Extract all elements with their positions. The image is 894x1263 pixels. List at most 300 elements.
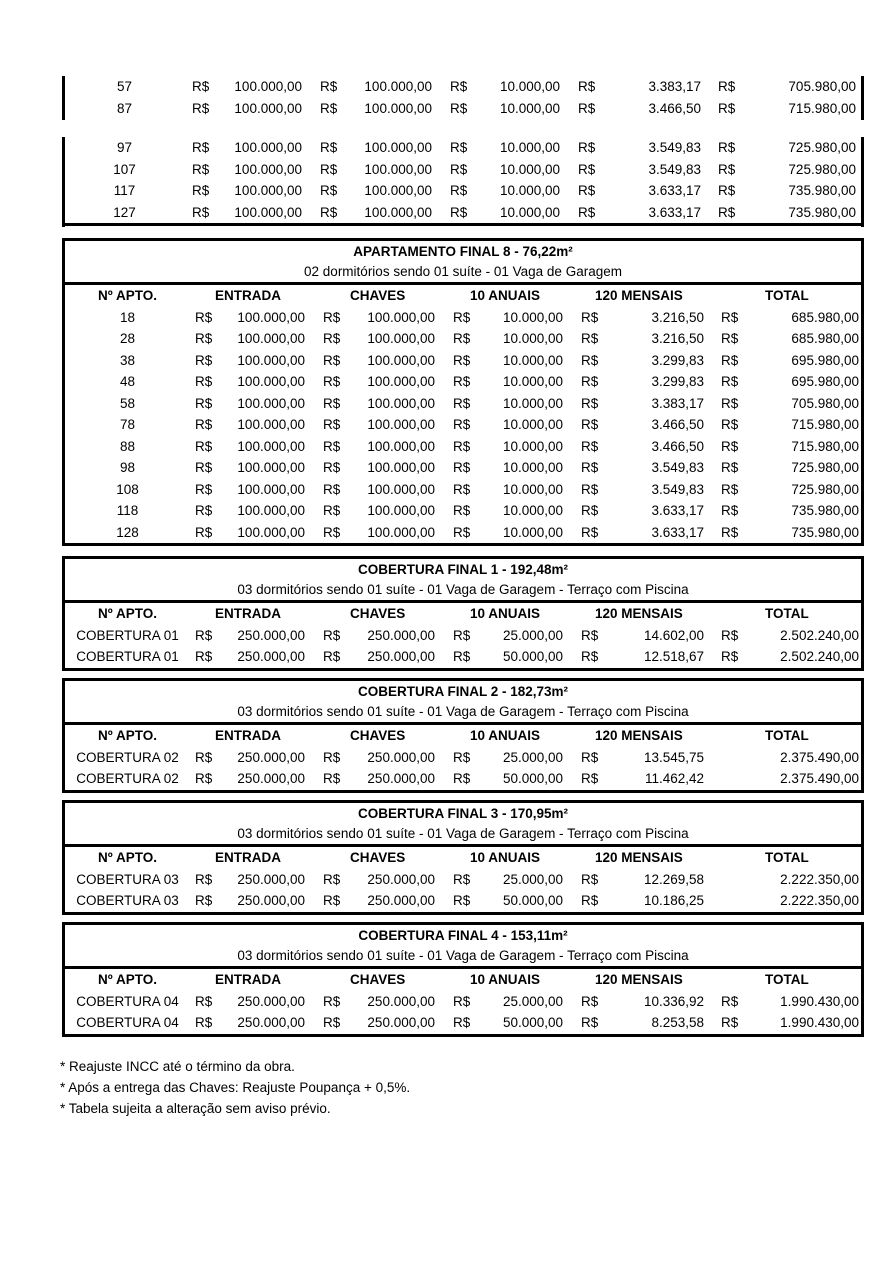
chaves-value: 100.000,00 bbox=[367, 309, 435, 325]
currency-label: R$ bbox=[195, 460, 213, 475]
table-row bbox=[62, 76, 864, 98]
mensais-value: 3.466,50 bbox=[651, 438, 704, 454]
table-row bbox=[65, 457, 861, 479]
currency-label: R$ bbox=[453, 771, 471, 786]
entrada-value: 100.000,00 bbox=[237, 438, 305, 454]
currency-label: R$ bbox=[453, 627, 471, 643]
currency-label: R$ bbox=[323, 309, 341, 325]
table-row bbox=[65, 414, 861, 436]
currency-label: R$ bbox=[721, 438, 739, 454]
chaves-value: 250.000,00 bbox=[367, 649, 435, 664]
chaves-value: 100.000,00 bbox=[367, 503, 435, 518]
currency-label: R$ bbox=[581, 460, 599, 475]
table-row bbox=[62, 180, 864, 202]
table-row bbox=[65, 747, 861, 769]
total-value: 735.980,00 bbox=[791, 503, 859, 518]
col-header-total: TOTAL bbox=[765, 850, 809, 865]
currency-label: R$ bbox=[323, 749, 341, 765]
mensais-value: 3.466,50 bbox=[648, 100, 701, 116]
section-header bbox=[65, 803, 861, 847]
currency-label: R$ bbox=[192, 100, 210, 116]
chaves-value: 100.000,00 bbox=[367, 460, 435, 475]
col-header-chaves: CHAVES bbox=[350, 288, 406, 303]
col-header-entrada: ENTRADA bbox=[215, 288, 281, 303]
footnote: * Reajuste INCC até o término da obra. bbox=[60, 1059, 295, 1074]
currency-label: R$ bbox=[721, 352, 739, 368]
table-cobertura-final-1 bbox=[62, 556, 864, 671]
section-subtitle: 03 dormitórios sendo 01 suíte - 01 Vaga de Garagem - Terraço com Piscina bbox=[237, 826, 689, 841]
apto-cell: COBERTURA 02 bbox=[76, 771, 179, 786]
currency-label: R$ bbox=[450, 204, 468, 220]
anuais-value: 10.000,00 bbox=[502, 481, 563, 497]
currency-label: R$ bbox=[578, 161, 596, 177]
table-row bbox=[65, 328, 861, 350]
total-value: 695.980,00 bbox=[791, 374, 859, 389]
col-header-anuais: 10 ANUAIS bbox=[470, 728, 541, 743]
section-title: COBERTURA FINAL 1 - 192,48m² bbox=[357, 562, 569, 577]
total-value: 715.980,00 bbox=[788, 100, 856, 116]
entrada-value: 100.000,00 bbox=[237, 503, 305, 518]
apto-cell: 98 bbox=[119, 460, 136, 475]
total-value: 715.980,00 bbox=[791, 417, 859, 432]
chaves-value: 100.000,00 bbox=[367, 395, 435, 411]
currency-label: R$ bbox=[578, 183, 596, 198]
currency-label: R$ bbox=[453, 395, 471, 411]
total-value: 1.990.430,00 bbox=[780, 993, 859, 1009]
mensais-value: 3.633,17 bbox=[648, 204, 701, 220]
currency-label: R$ bbox=[320, 140, 338, 155]
entrada-value: 100.000,00 bbox=[237, 395, 305, 411]
anuais-value: 50.000,00 bbox=[502, 771, 563, 786]
footnote: * Após a entrega das Chaves: Reajuste Poupança + 0,5%. bbox=[60, 1080, 411, 1095]
currency-label: R$ bbox=[195, 627, 213, 643]
apto-cell: COBERTURA 03 bbox=[76, 871, 179, 887]
currency-label: R$ bbox=[450, 140, 468, 155]
currency-label: R$ bbox=[323, 771, 341, 786]
currency-label: R$ bbox=[721, 993, 739, 1009]
currency-label: R$ bbox=[581, 649, 599, 664]
apto-cell: 38 bbox=[119, 352, 136, 368]
entrada-value: 100.000,00 bbox=[234, 140, 302, 155]
anuais-value: 25.000,00 bbox=[502, 993, 563, 1009]
mensais-value: 11.462,42 bbox=[644, 771, 704, 786]
total-value: 705.980,00 bbox=[788, 79, 856, 94]
mensais-value: 12.269,58 bbox=[643, 871, 704, 887]
table-row bbox=[65, 393, 861, 415]
currency-label: R$ bbox=[323, 352, 341, 368]
table-row bbox=[65, 350, 861, 372]
column-header-row bbox=[65, 603, 861, 625]
table-row bbox=[62, 137, 864, 159]
entrada-value: 100.000,00 bbox=[237, 460, 305, 475]
currency-label: R$ bbox=[195, 771, 213, 786]
col-header-entrada: ENTRADA bbox=[215, 728, 281, 743]
currency-label: R$ bbox=[453, 481, 471, 497]
col-header-mensais: 120 MENSAIS bbox=[595, 850, 683, 865]
currency-label: R$ bbox=[323, 871, 341, 887]
total-value: 705.980,00 bbox=[791, 395, 859, 411]
apto-cell: 57 bbox=[116, 79, 133, 94]
currency-label: R$ bbox=[453, 993, 471, 1009]
currency-label: R$ bbox=[195, 993, 213, 1009]
currency-label: R$ bbox=[323, 524, 341, 540]
currency-label: R$ bbox=[453, 893, 471, 908]
currency-label: R$ bbox=[323, 395, 341, 411]
chaves-value: 100.000,00 bbox=[367, 524, 435, 540]
table-cobertura-final-4 bbox=[62, 922, 864, 1037]
table-row bbox=[62, 98, 864, 120]
apto-cell: 117 bbox=[113, 183, 136, 198]
currency-label: R$ bbox=[192, 140, 210, 155]
chaves-value: 250.000,00 bbox=[367, 993, 435, 1009]
table-row bbox=[65, 991, 861, 1013]
entrada-value: 100.000,00 bbox=[234, 204, 302, 220]
entrada-value: 100.000,00 bbox=[234, 183, 302, 198]
currency-label: R$ bbox=[195, 309, 213, 325]
currency-label: R$ bbox=[195, 503, 213, 518]
anuais-value: 10.000,00 bbox=[502, 438, 563, 454]
mensais-value: 3.633,17 bbox=[651, 503, 704, 518]
mensais-value: 10.336,92 bbox=[643, 993, 704, 1009]
currency-label: R$ bbox=[581, 352, 599, 368]
anuais-value: 10.000,00 bbox=[502, 374, 563, 389]
section-title: COBERTURA FINAL 3 - 170,95m² bbox=[357, 806, 569, 821]
col-header-entrada: ENTRADA bbox=[215, 972, 281, 987]
currency-label: R$ bbox=[721, 309, 739, 325]
table-row bbox=[65, 890, 861, 912]
anuais-value: 10.000,00 bbox=[502, 352, 563, 368]
col-header-mensais: 120 MENSAIS bbox=[595, 728, 683, 743]
apto-cell: 127 bbox=[113, 204, 136, 220]
apto-cell: 87 bbox=[116, 100, 133, 116]
currency-label: R$ bbox=[323, 481, 341, 497]
currency-label: R$ bbox=[581, 331, 599, 346]
currency-label: R$ bbox=[581, 503, 599, 518]
chaves-value: 250.000,00 bbox=[367, 1015, 435, 1030]
entrada-value: 100.000,00 bbox=[234, 161, 302, 177]
apto-cell: COBERTURA 03 bbox=[76, 893, 179, 908]
entrada-value: 100.000,00 bbox=[234, 100, 302, 116]
mensais-value: 12.518,67 bbox=[643, 649, 704, 664]
col-header-chaves: CHAVES bbox=[350, 972, 406, 987]
anuais-value: 10.000,00 bbox=[499, 140, 560, 155]
currency-label: R$ bbox=[323, 417, 341, 432]
currency-label: R$ bbox=[192, 161, 210, 177]
chaves-value: 100.000,00 bbox=[364, 79, 432, 94]
footnotes bbox=[60, 1056, 410, 1119]
total-value: 685.980,00 bbox=[791, 309, 859, 325]
mensais-value: 3.466,50 bbox=[651, 417, 704, 432]
currency-label: R$ bbox=[195, 749, 213, 765]
anuais-value: 10.000,00 bbox=[499, 204, 560, 220]
currency-label: R$ bbox=[453, 503, 471, 518]
mensais-value: 8.253,58 bbox=[651, 1015, 704, 1030]
col-header-mensais: 120 MENSAIS bbox=[595, 606, 683, 621]
apto-cell: 108 bbox=[116, 481, 139, 497]
currency-label: R$ bbox=[323, 438, 341, 454]
section-subtitle: 03 dormitórios sendo 01 suíte - 01 Vaga de Garagem - Terraço com Piscina bbox=[237, 582, 689, 597]
currency-label: R$ bbox=[195, 1015, 213, 1030]
mensais-value: 3.383,17 bbox=[651, 395, 704, 411]
mensais-value: 10.186,25 bbox=[643, 893, 704, 908]
table-row bbox=[65, 768, 861, 790]
table-row bbox=[65, 500, 861, 522]
mensais-value: 3.549,83 bbox=[648, 140, 701, 155]
table-row bbox=[65, 869, 861, 891]
apto-cell: 48 bbox=[119, 374, 136, 389]
mensais-value: 13.545,75 bbox=[643, 749, 704, 765]
entrada-value: 250.000,00 bbox=[237, 649, 305, 664]
currency-label: R$ bbox=[581, 524, 599, 540]
anuais-value: 10.000,00 bbox=[502, 331, 563, 346]
section-title: COBERTURA FINAL 4 - 153,11m² bbox=[358, 928, 568, 943]
anuais-value: 10.000,00 bbox=[502, 309, 563, 325]
currency-label: R$ bbox=[320, 183, 338, 198]
currency-label: R$ bbox=[320, 204, 338, 220]
mensais-value: 3.216,50 bbox=[651, 309, 704, 325]
col-header-anuais: 10 ANUAIS bbox=[470, 972, 541, 987]
currency-label: R$ bbox=[453, 374, 471, 389]
col-header-mensais: 120 MENSAIS bbox=[595, 972, 683, 987]
total-value: 2.222.350,00 bbox=[780, 871, 859, 887]
section-subtitle: 03 dormitórios sendo 01 suíte - 01 Vaga de Garagem - Terraço com Piscina bbox=[237, 948, 689, 963]
currency-label: R$ bbox=[192, 183, 210, 198]
currency-label: R$ bbox=[453, 417, 471, 432]
currency-label: R$ bbox=[581, 627, 599, 643]
entrada-value: 100.000,00 bbox=[237, 417, 305, 432]
anuais-value: 50.000,00 bbox=[502, 893, 563, 908]
total-value: 715.980,00 bbox=[791, 438, 859, 454]
entrada-value: 100.000,00 bbox=[237, 331, 305, 346]
total-value: 2.375.490,00 bbox=[780, 771, 859, 786]
currency-label: R$ bbox=[195, 331, 213, 346]
column-header-row bbox=[65, 969, 861, 991]
currency-label: R$ bbox=[578, 204, 596, 220]
anuais-value: 25.000,00 bbox=[502, 871, 563, 887]
entrada-value: 100.000,00 bbox=[237, 352, 305, 368]
table-row bbox=[65, 371, 861, 393]
mensais-value: 3.633,17 bbox=[651, 524, 704, 540]
currency-label: R$ bbox=[323, 1015, 341, 1030]
anuais-value: 10.000,00 bbox=[499, 79, 560, 94]
currency-label: R$ bbox=[721, 649, 739, 664]
mensais-value: 3.633,17 bbox=[648, 183, 701, 198]
entrada-value: 100.000,00 bbox=[237, 524, 305, 540]
currency-label: R$ bbox=[581, 893, 599, 908]
currency-label: R$ bbox=[581, 993, 599, 1009]
currency-label: R$ bbox=[195, 395, 213, 411]
currency-label: R$ bbox=[323, 993, 341, 1009]
col-header-entrada: ENTRADA bbox=[215, 850, 281, 865]
total-value: 695.980,00 bbox=[791, 352, 859, 368]
currency-label: R$ bbox=[453, 438, 471, 454]
currency-label: R$ bbox=[718, 100, 736, 116]
col-header-mensais: 120 MENSAIS bbox=[595, 288, 683, 303]
anuais-value: 50.000,00 bbox=[502, 1015, 563, 1030]
apto-cell: 128 bbox=[116, 524, 139, 540]
col-header-anuais: 10 ANUAIS bbox=[470, 288, 541, 303]
currency-label: R$ bbox=[718, 79, 736, 94]
table-row bbox=[65, 625, 861, 647]
mensais-value: 3.299,83 bbox=[651, 352, 704, 368]
total-value: 725.980,00 bbox=[788, 140, 856, 155]
column-header-row bbox=[65, 847, 861, 869]
chaves-value: 100.000,00 bbox=[367, 417, 435, 432]
table-cobertura-final-2 bbox=[62, 678, 864, 793]
col-header-apto: Nº APTO. bbox=[98, 972, 157, 987]
anuais-value: 50.000,00 bbox=[502, 649, 563, 664]
currency-label: R$ bbox=[195, 524, 213, 540]
currency-label: R$ bbox=[195, 893, 213, 908]
section-title: APARTAMENTO FINAL 8 - 76,22m² bbox=[353, 244, 573, 259]
currency-label: R$ bbox=[581, 417, 599, 432]
currency-label: R$ bbox=[195, 871, 213, 887]
chaves-value: 250.000,00 bbox=[367, 771, 435, 786]
table-row bbox=[65, 522, 861, 544]
total-value: 735.980,00 bbox=[788, 204, 856, 220]
total-value: 735.980,00 bbox=[791, 524, 859, 540]
chaves-value: 100.000,00 bbox=[364, 100, 432, 116]
total-value: 2.502.240,00 bbox=[780, 627, 859, 643]
entrada-value: 250.000,00 bbox=[237, 993, 305, 1009]
currency-label: R$ bbox=[320, 79, 338, 94]
col-header-chaves: CHAVES bbox=[350, 606, 406, 621]
chaves-value: 250.000,00 bbox=[367, 627, 435, 643]
col-header-apto: Nº APTO. bbox=[98, 850, 157, 865]
entrada-value: 250.000,00 bbox=[237, 627, 305, 643]
entrada-value: 250.000,00 bbox=[237, 871, 305, 887]
mensais-value: 3.383,17 bbox=[648, 79, 701, 94]
anuais-value: 10.000,00 bbox=[502, 460, 563, 475]
total-value: 1.990.430,00 bbox=[780, 1015, 859, 1030]
table-row bbox=[65, 1012, 861, 1034]
section-subtitle: 03 dormitórios sendo 01 suíte - 01 Vaga de Garagem - Terraço com Piscina bbox=[237, 704, 689, 719]
chaves-value: 100.000,00 bbox=[367, 331, 435, 346]
currency-label: R$ bbox=[453, 460, 471, 475]
currency-label: R$ bbox=[323, 460, 341, 475]
total-value: 2.222.350,00 bbox=[780, 893, 859, 908]
currency-label: R$ bbox=[320, 100, 338, 116]
total-value: 725.980,00 bbox=[791, 481, 859, 497]
chaves-value: 250.000,00 bbox=[367, 871, 435, 887]
entrada-value: 250.000,00 bbox=[237, 1015, 305, 1030]
total-value: 2.375.490,00 bbox=[780, 749, 859, 765]
mensais-value: 3.299,83 bbox=[651, 374, 704, 389]
col-header-chaves: CHAVES bbox=[350, 850, 406, 865]
currency-label: R$ bbox=[323, 649, 341, 664]
price-rows-continued-a bbox=[62, 76, 864, 119]
apto-cell: 107 bbox=[113, 161, 136, 177]
currency-label: R$ bbox=[721, 395, 739, 411]
col-header-total: TOTAL bbox=[765, 288, 809, 303]
entrada-value: 100.000,00 bbox=[237, 309, 305, 325]
currency-label: R$ bbox=[453, 524, 471, 540]
chaves-value: 100.000,00 bbox=[367, 481, 435, 497]
currency-label: R$ bbox=[581, 395, 599, 411]
footnote: * Tabela sujeita a alteração sem aviso prévio. bbox=[60, 1101, 331, 1116]
col-header-total: TOTAL bbox=[765, 728, 809, 743]
currency-label: R$ bbox=[581, 1015, 599, 1030]
currency-label: R$ bbox=[718, 161, 736, 177]
table-cobertura-final-3 bbox=[62, 800, 864, 915]
currency-label: R$ bbox=[721, 417, 739, 432]
apto-cell: 88 bbox=[119, 438, 136, 454]
currency-label: R$ bbox=[195, 649, 213, 664]
currency-label: R$ bbox=[721, 524, 739, 540]
mensais-value: 3.549,83 bbox=[651, 460, 704, 475]
entrada-value: 100.000,00 bbox=[234, 79, 302, 94]
col-header-anuais: 10 ANUAIS bbox=[470, 606, 541, 621]
entrada-value: 100.000,00 bbox=[237, 374, 305, 389]
anuais-value: 10.000,00 bbox=[499, 100, 560, 116]
col-header-entrada: ENTRADA bbox=[215, 606, 281, 621]
table-row bbox=[65, 307, 861, 329]
section-title: COBERTURA FINAL 2 - 182,73m² bbox=[357, 684, 569, 699]
currency-label: R$ bbox=[453, 331, 471, 346]
chaves-value: 100.000,00 bbox=[367, 374, 435, 389]
price-rows-continued-b bbox=[62, 137, 864, 226]
section-subtitle: 02 dormitórios sendo 01 suíte - 01 Vaga de Garagem bbox=[304, 264, 622, 279]
mensais-value: 14.602,00 bbox=[643, 627, 704, 643]
apto-cell: COBERTURA 04 bbox=[76, 1015, 179, 1030]
currency-label: R$ bbox=[323, 627, 341, 643]
table-row bbox=[65, 436, 861, 458]
currency-label: R$ bbox=[195, 417, 213, 432]
col-header-apto: Nº APTO. bbox=[98, 288, 157, 303]
currency-label: R$ bbox=[450, 161, 468, 177]
currency-label: R$ bbox=[578, 100, 596, 116]
chaves-value: 100.000,00 bbox=[367, 438, 435, 454]
total-value: 685.980,00 bbox=[791, 331, 859, 346]
currency-label: R$ bbox=[721, 374, 739, 389]
col-header-apto: Nº APTO. bbox=[98, 728, 157, 743]
currency-label: R$ bbox=[320, 161, 338, 177]
column-header-row bbox=[65, 285, 861, 307]
currency-label: R$ bbox=[581, 871, 599, 887]
currency-label: R$ bbox=[721, 1015, 739, 1030]
total-value: 725.980,00 bbox=[791, 460, 859, 475]
currency-label: R$ bbox=[195, 352, 213, 368]
currency-label: R$ bbox=[721, 331, 739, 346]
chaves-value: 100.000,00 bbox=[364, 204, 432, 220]
col-header-apto: Nº APTO. bbox=[98, 606, 157, 621]
currency-label: R$ bbox=[453, 749, 471, 765]
anuais-value: 25.000,00 bbox=[502, 627, 563, 643]
currency-label: R$ bbox=[581, 749, 599, 765]
currency-label: R$ bbox=[450, 100, 468, 116]
anuais-value: 10.000,00 bbox=[502, 417, 563, 432]
chaves-value: 100.000,00 bbox=[364, 140, 432, 155]
currency-label: R$ bbox=[721, 481, 739, 497]
currency-label: R$ bbox=[581, 438, 599, 454]
column-header-row bbox=[65, 725, 861, 747]
entrada-value: 250.000,00 bbox=[237, 893, 305, 908]
entrada-value: 250.000,00 bbox=[237, 771, 305, 786]
table-row bbox=[62, 202, 864, 224]
currency-label: R$ bbox=[718, 183, 736, 198]
table-row bbox=[62, 159, 864, 181]
currency-label: R$ bbox=[581, 309, 599, 325]
entrada-value: 100.000,00 bbox=[237, 481, 305, 497]
currency-label: R$ bbox=[323, 503, 341, 518]
section-header bbox=[65, 241, 861, 285]
table-apartamento-final-8 bbox=[62, 238, 864, 546]
currency-label: R$ bbox=[195, 481, 213, 497]
currency-label: R$ bbox=[195, 374, 213, 389]
anuais-value: 10.000,00 bbox=[499, 161, 560, 177]
currency-label: R$ bbox=[581, 481, 599, 497]
col-header-chaves: CHAVES bbox=[350, 728, 406, 743]
